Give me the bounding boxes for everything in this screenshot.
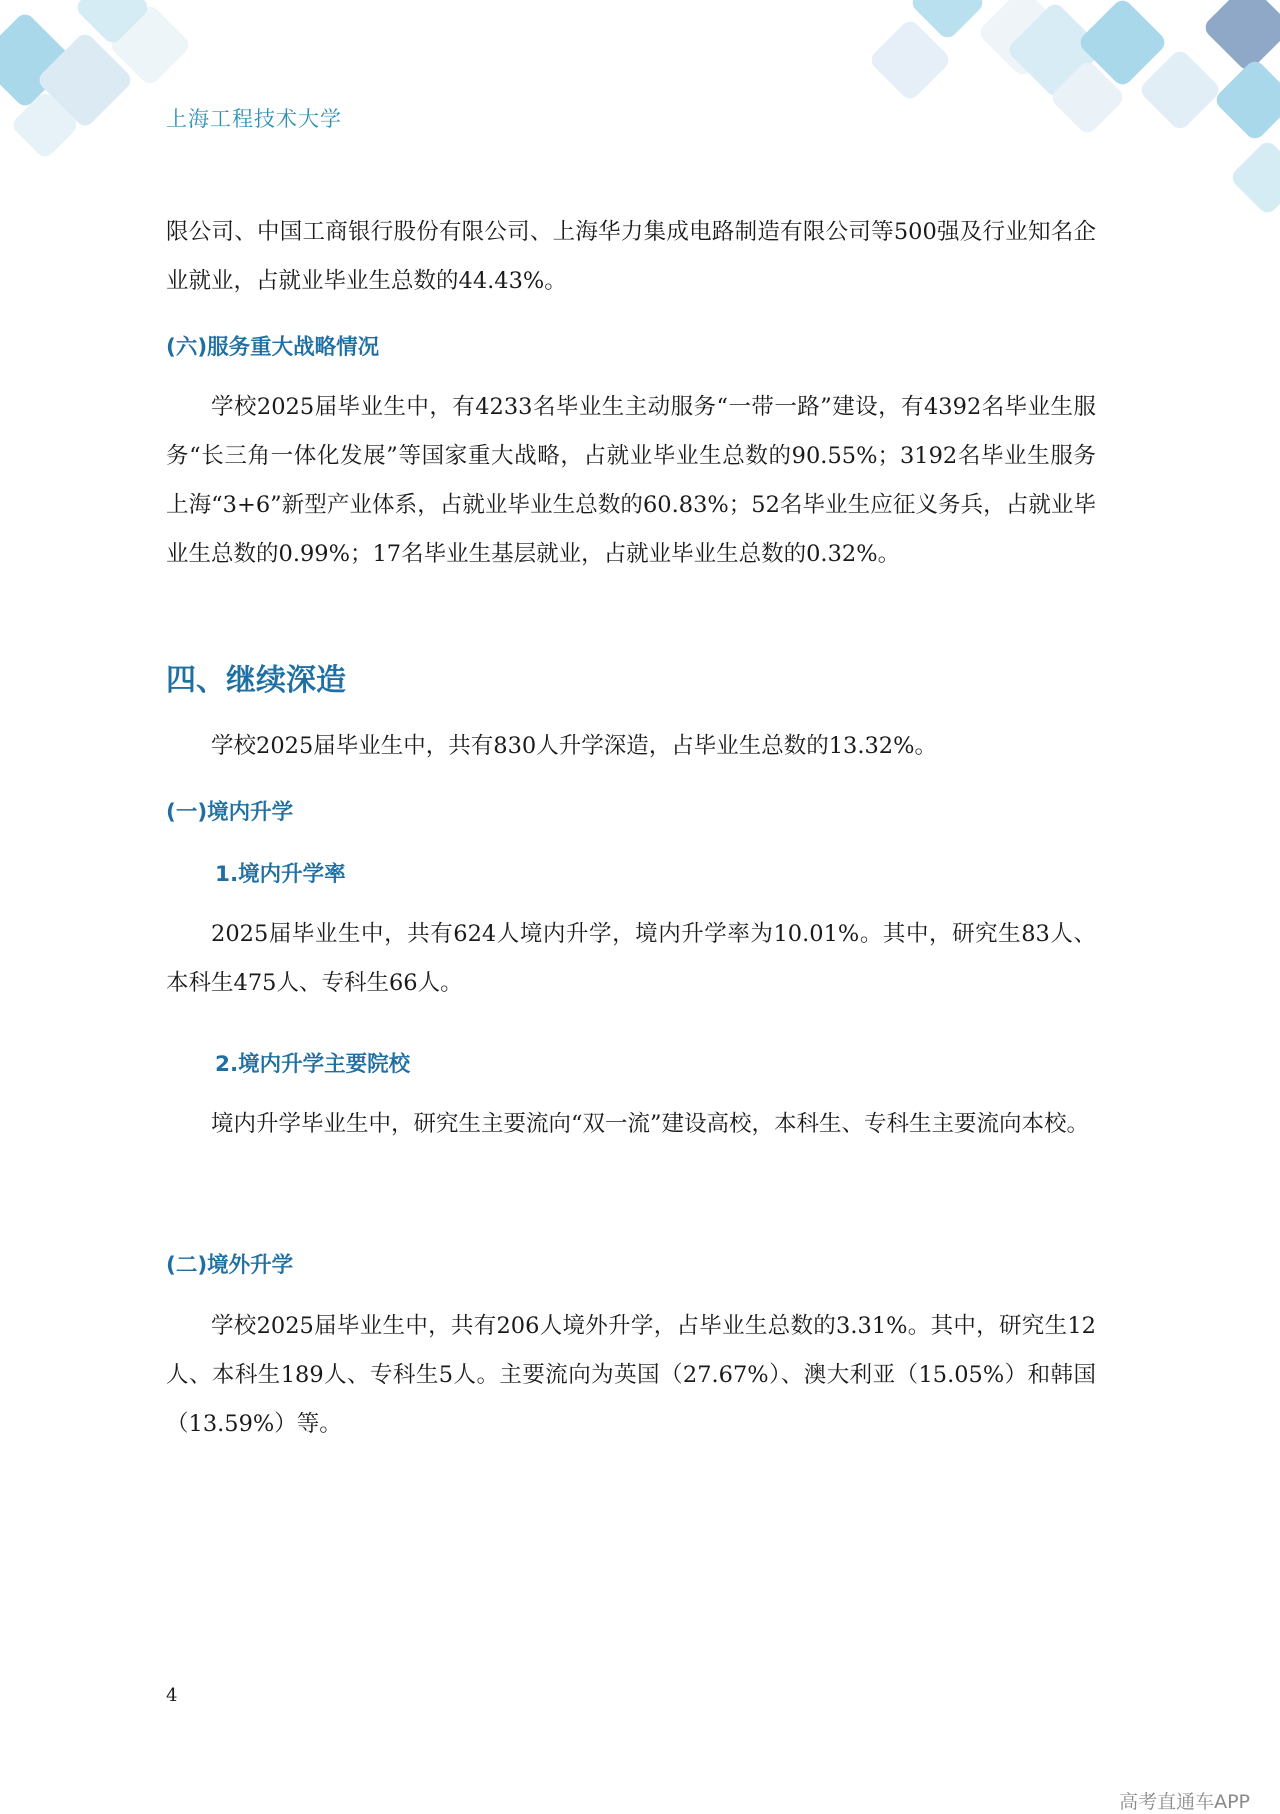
heading-domestic: (一)境内升学 [166, 800, 294, 825]
paragraph-strategy: 学校2025届毕业生中，有4233名毕业生主动服务“一带一路”建设，有4392名毕业生服务“长三角一体化发展”等国家重大战略，占就业毕业生总数的90.55%；3192名毕业生服务上海“3+6”新型产业体系，占就业毕业生总数的60.83%；52名毕业生应征义务兵，占就业毕业生总数的0.99%；17名毕业生基层就业，占就业毕业生总数的0.32%。 [166, 394, 1096, 567]
heading-strategy: (六)服务重大战略情况 [166, 335, 380, 360]
paragraph-overseas: 学校2025届毕业生中，共有206人境外升学，占毕业生总数的3.31%。其中，研究生12人、本科生189人、专科生5人。主要流向为英国（27.67%）、澳大利亚（15.05%）和韩国（13.59%）等。 [166, 1313, 1096, 1437]
paragraph-enterprise-employment: 限公司、中国工商银行股份有限公司、上海华力集成电路制造有限公司等500强及行业知名企业就业，占就业毕业生总数的44.43%。 [166, 219, 1096, 294]
header-university-name: 上海工程技术大学 [166, 107, 342, 131]
watermark: 高考直通车APP [1119, 1791, 1250, 1813]
heading-further-study: 四、继续深造 [166, 663, 346, 698]
paragraph-domestic-schools: 境内升学毕业生中，研究生主要流向“双一流”建设高校，本科生、专科生主要流向本校。 [211, 1111, 1090, 1137]
heading-domestic-rate: 1.境内升学率 [215, 862, 346, 887]
heading-overseas: (二)境外升学 [166, 1253, 294, 1278]
page-number: 4 [166, 1685, 178, 1706]
heading-domestic-schools: 2.境内升学主要院校 [215, 1052, 411, 1077]
paragraph-further-study: 学校2025届毕业生中，共有830人升学深造，占毕业生总数的13.32%。 [211, 733, 937, 759]
paragraph-domestic-rate: 2025届毕业生中，共有624人境内升学，境内升学率为10.01%。其中，研究生83人、本科生475人、专科生66人。 [166, 921, 1096, 996]
